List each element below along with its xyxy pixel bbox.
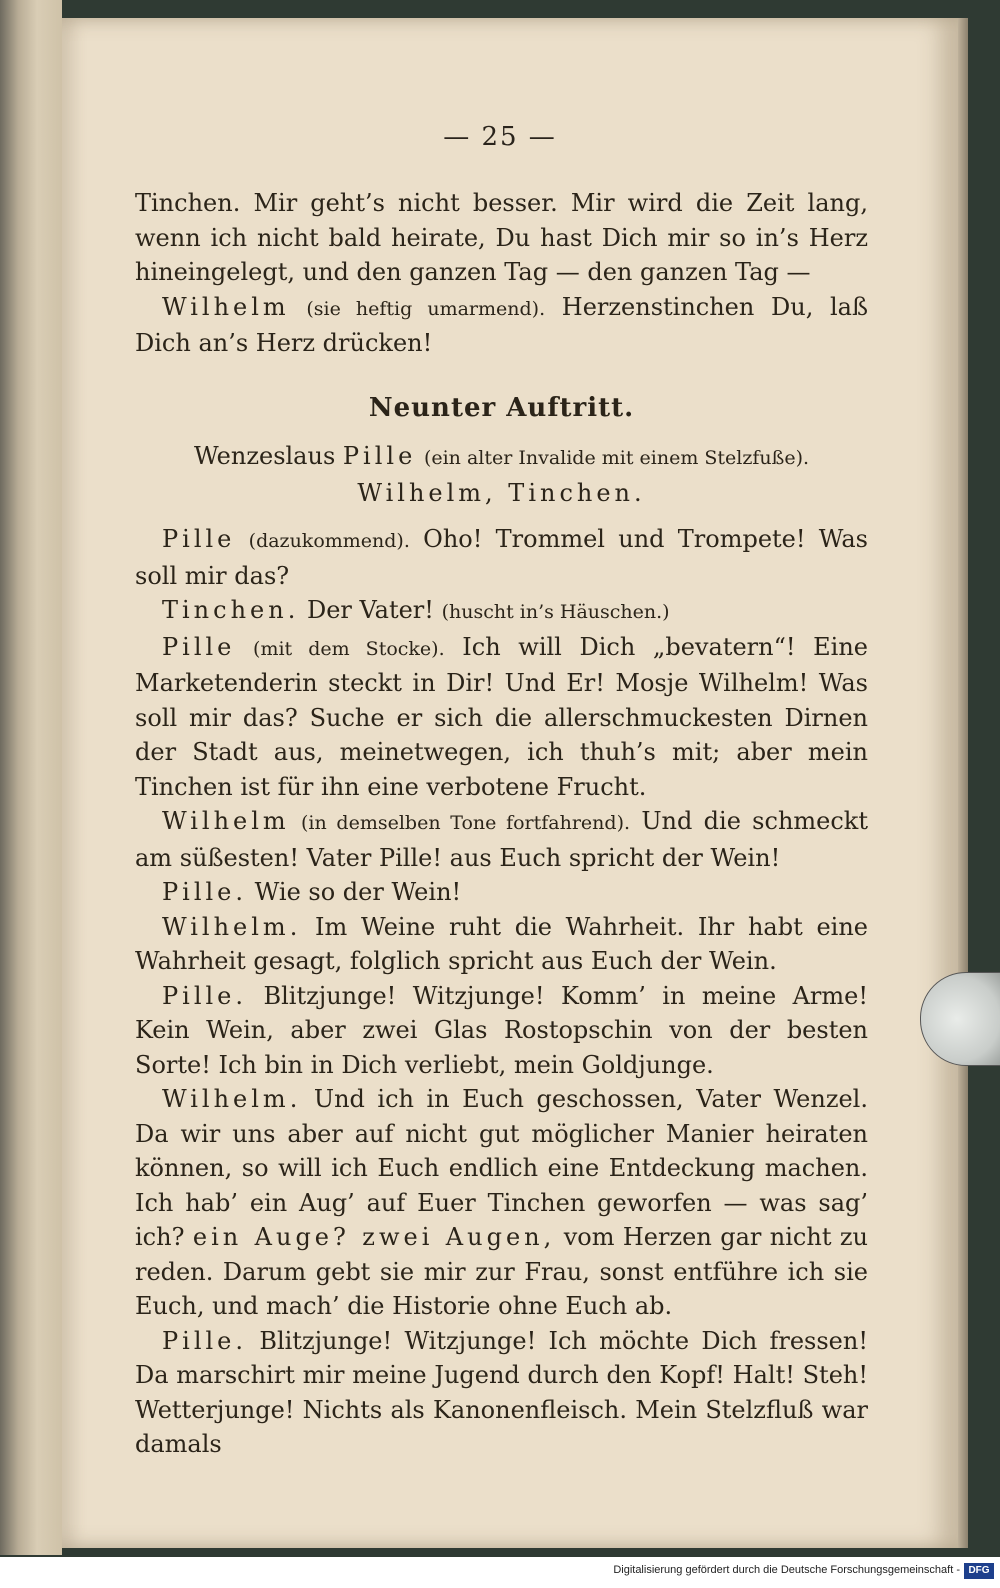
cast-name: Wilhelm, Tinchen.	[357, 478, 646, 507]
paragraph	[135, 1324, 868, 1462]
speaker-name: Wilhelm	[162, 807, 290, 835]
dfg-logo: DFG	[964, 1563, 994, 1579]
paragraph	[135, 875, 868, 910]
paragraph	[135, 804, 868, 875]
speaker-name: Pille	[162, 632, 236, 661]
paragraph	[135, 186, 868, 290]
paragraph	[135, 1082, 868, 1324]
page-number: — 25 —	[443, 122, 557, 152]
paragraph-text: Und die schmeckt am süßesten! Vater Pille! aus Euch spricht der Wein!	[135, 807, 868, 872]
paragraph-text: Ich will Dich „bevatern“! Eine Marketenderin steckt in Dir! Und Er! Mosje Wilhelm! Was soll mir das? Suche er sich die allerschmuckesten Dirnen der Stadt aus, meinetwegen, ich thuh’s mit; aber mein Tinchen ist für ihn eine verbotene Frucht.	[135, 632, 868, 801]
stage-direction: (huscht in’s Häuschen.)	[441, 601, 670, 623]
page-text	[135, 186, 868, 1462]
cast-name: Pille	[342, 442, 417, 470]
footer-bar	[0, 1557, 1000, 1588]
stage-direction: (ein alter Invalide mit einem Stelzfuße).	[423, 447, 810, 469]
speaker-name: Pille.	[162, 878, 248, 906]
speaker-name: Wilhelm.	[162, 912, 302, 941]
stage-direction: (dazukommend).	[248, 530, 410, 552]
page-turn-handle[interactable]	[920, 972, 1000, 1066]
cast-list	[135, 439, 868, 510]
paragraph	[135, 630, 868, 805]
stage-direction: (in demselben Tone fortfahrend).	[301, 812, 631, 834]
paragraph-text: Herzenstinchen Du, laß Dich an’s Herz drücken!	[135, 292, 868, 357]
stage-direction: (mit dem Stocke).	[253, 637, 445, 660]
scene-heading: Neunter Auftritt.	[368, 392, 635, 423]
speaker-name: Tinchen.	[162, 596, 300, 624]
paragraph	[135, 910, 868, 979]
paragraph-text: Im Weine ruht die Wahrheit. Ihr habt eine Wahrheit gesagt, folglich spricht aus Euch der Wein.	[135, 912, 868, 975]
paragraph	[135, 979, 868, 1083]
book-left-edge	[0, 0, 62, 1555]
cast-name: Wenzeslaus	[193, 442, 336, 470]
emphasized-text: ein Auge? zwei Augen,	[192, 1223, 556, 1251]
paragraph-text: Oho! Trommel und Trompete! Was soll mir das?	[135, 525, 868, 590]
paragraph	[135, 522, 868, 593]
paragraph-text: Tinchen. Mir geht’s nicht besser. Mir wird die Zeit lang, wenn ich nicht bald heirate, Du hast Dich mir so in’s Herz hineingelegt, und den ganzen Tag — den ganzen Tag —	[135, 189, 868, 286]
funding-credit: Digitalisierung gefördert durch die Deutsche Forschungsgemeinschaft -	[613, 1564, 960, 1576]
paragraph-text: Und ich in Euch geschossen, Vater Wenzel. Da wir uns aber auf nicht gut möglicher Manier heiraten können, so will ich Euch endlich eine Entdeckung machen. Ich hab’ ein Aug’ auf Euer Tinchen geworfen — was sag’ ich?	[135, 1085, 868, 1251]
paragraph	[135, 593, 868, 630]
paragraph-text: Wie so der Wein!	[254, 878, 462, 906]
paragraph-text: Blitzjunge! Witzjunge! Ich möchte Dich fressen! Da marschirt mir meine Jugend durch den Kopf! Halt! Steh! Wetterjunge! Nichts als Kanonenfleisch. Mein Stelzfluß war damals	[135, 1326, 868, 1458]
speaker-name: Wilhelm	[162, 292, 290, 321]
speaker-name: Wilhelm.	[162, 1085, 302, 1113]
speaker-name: Pille.	[162, 981, 248, 1010]
paragraph	[135, 290, 868, 361]
book-right-edge	[958, 18, 968, 1548]
paragraph-text: Blitzjunge! Witzjunge! Komm’ in meine Arme! Kein Wein, aber zwei Glas Rostopschin von der besten Sorte! Ich bin in Dich verliebt, mein Goldjunge.	[135, 981, 869, 1079]
stage-direction: (sie heftig umarmend).	[306, 297, 546, 320]
paragraph-text: Der Vater!	[306, 596, 434, 624]
paragraph-text: vom Herzen gar nicht zu reden. Darum gebt sie mir zur Frau, sonst entführe ich sie Euch, und mach’ die Historie ohne Euch ab.	[135, 1223, 868, 1320]
speaker-name: Pille	[162, 525, 236, 553]
speaker-name: Pille.	[162, 1326, 248, 1355]
